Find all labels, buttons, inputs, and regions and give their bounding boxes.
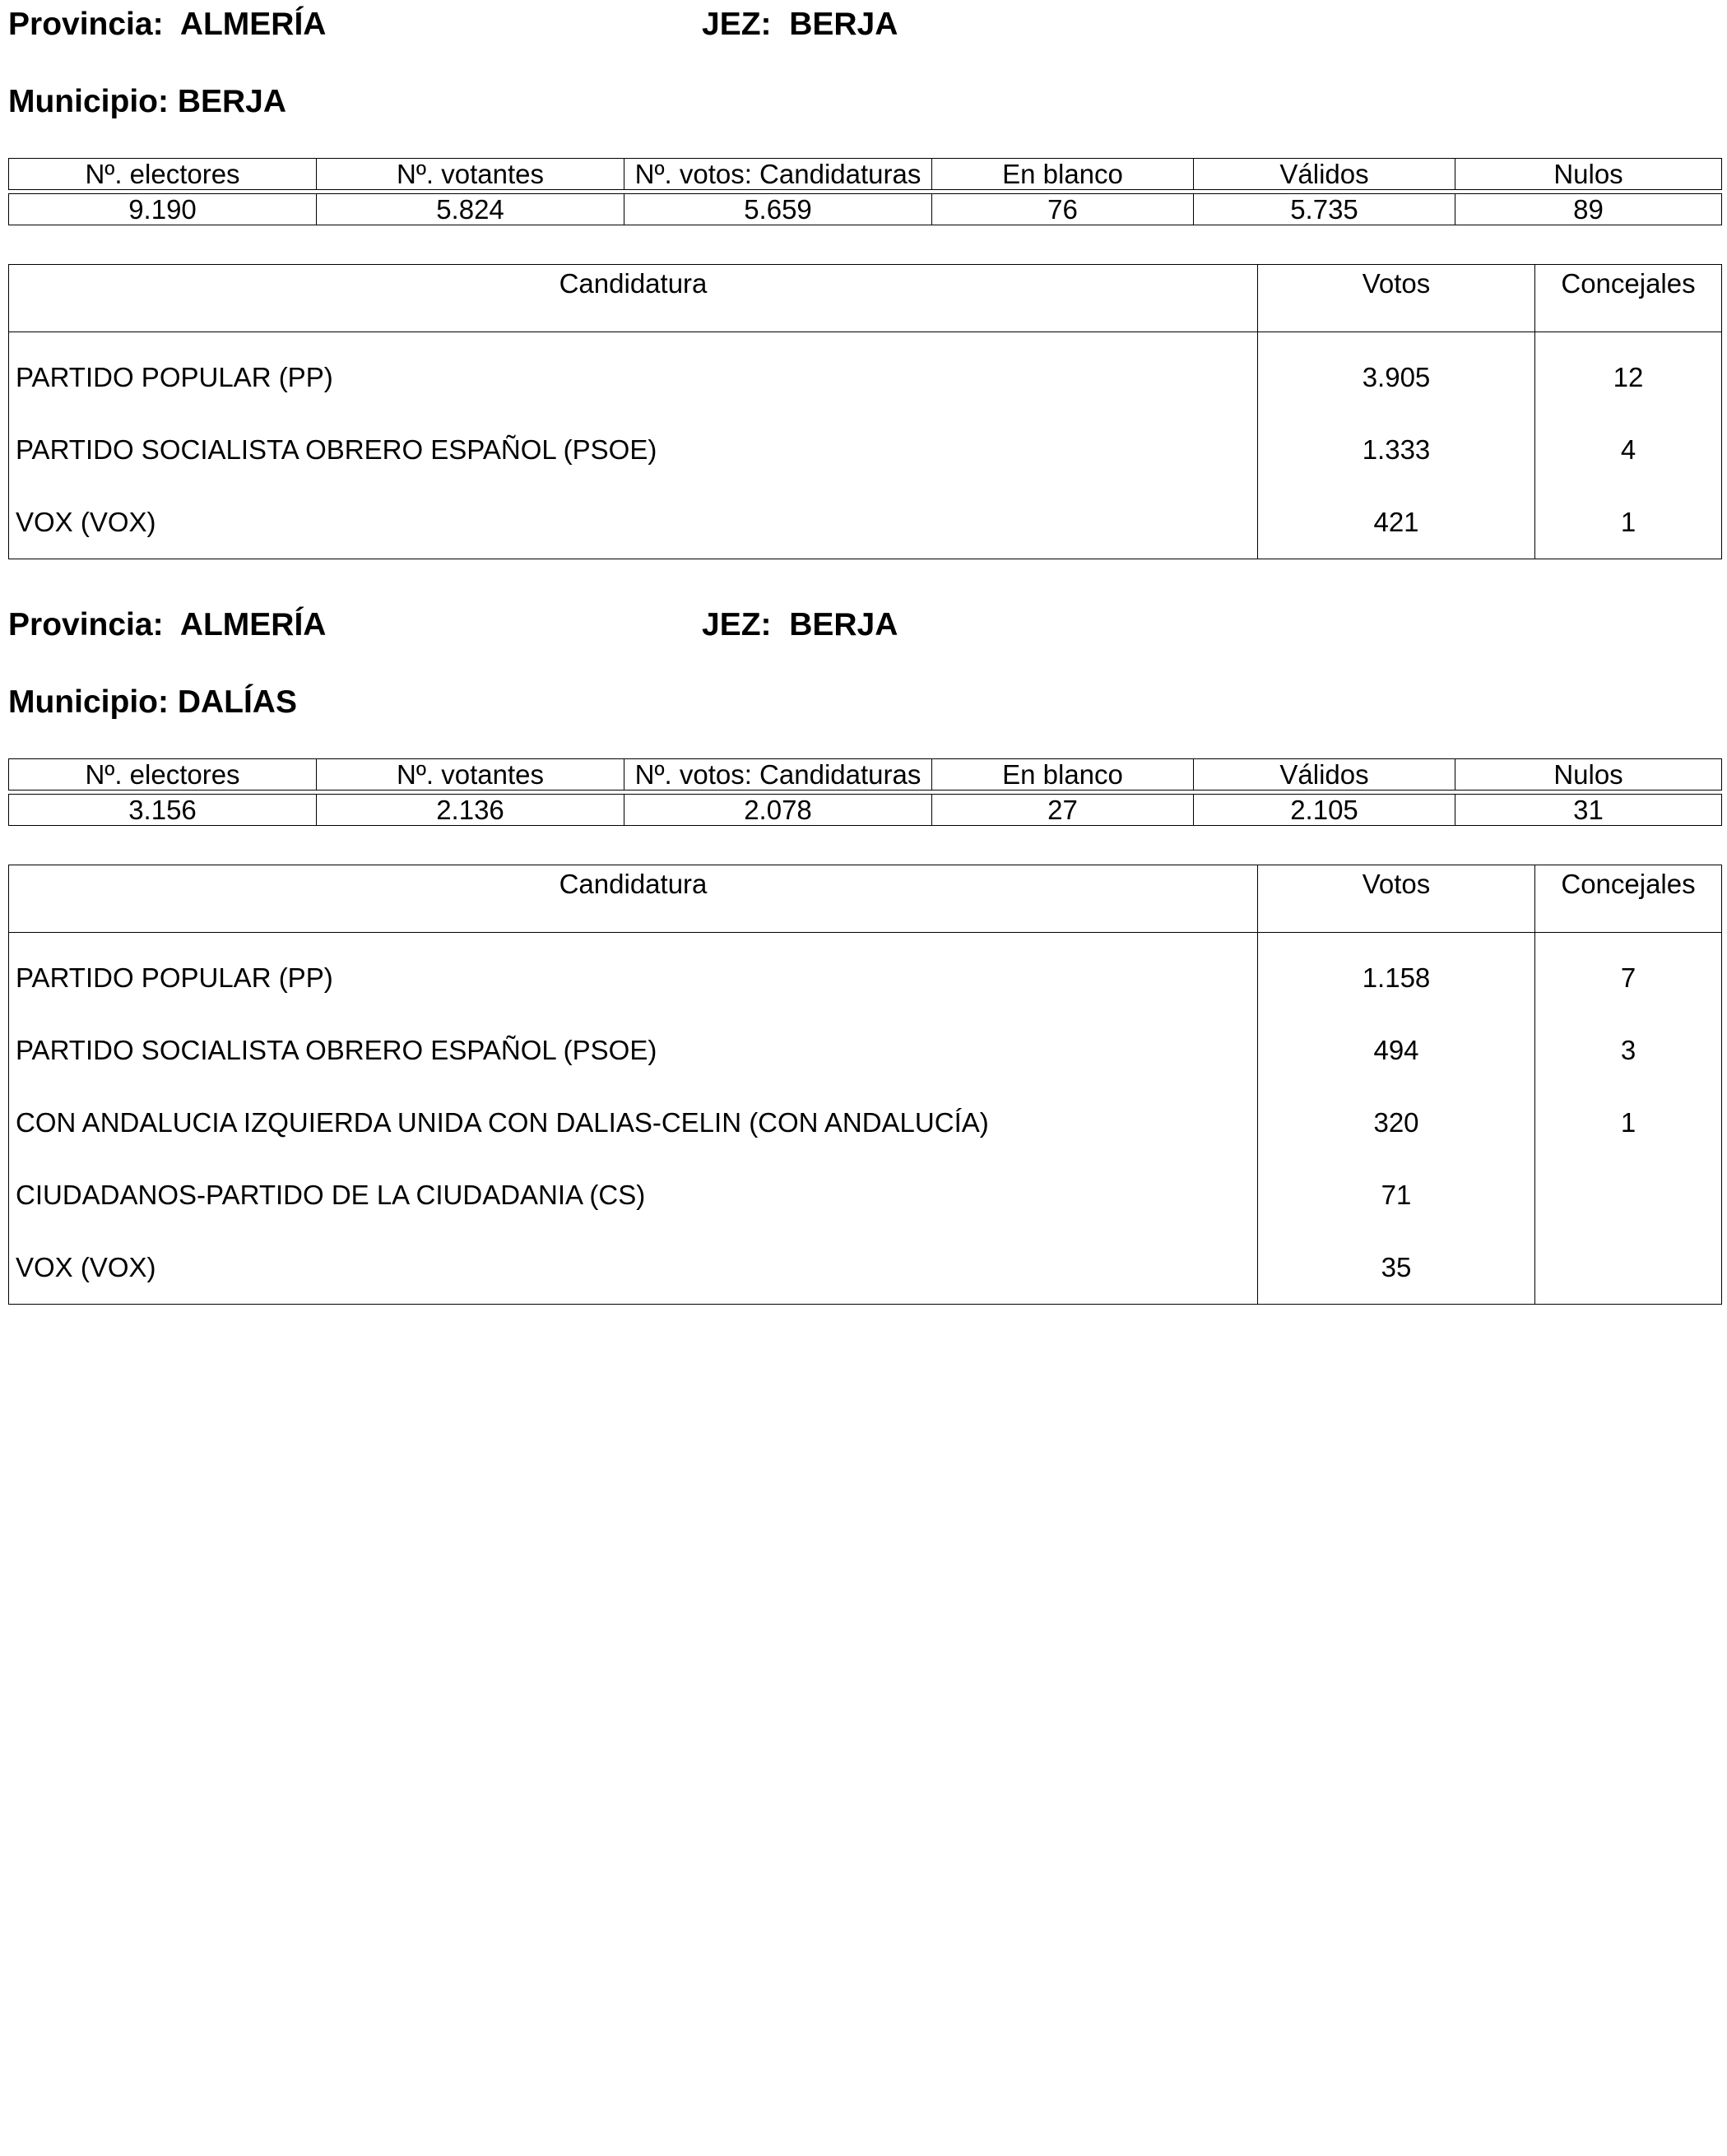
header-votos: Votos [1258,865,1535,933]
summary-value-row [9,194,1722,225]
provincia-heading [8,607,326,643]
municipio-heading [8,653,1721,734]
header-concejales: Concejales [1535,865,1722,933]
summary-header-validos: Válidos [1194,759,1455,791]
document-page [8,0,1721,1305]
summary-value-nulos: 89 [1455,194,1722,225]
summary-value-en-blanco: 27 [932,795,1194,826]
summary-header-en-blanco: En blanco [932,759,1194,791]
candidatura-name: PARTIDO SOCIALISTA OBRERO ESPAÑOL (PSOE) [9,414,1258,486]
summary-header-nulos: Nulos [1455,159,1722,190]
summary-header-electores: Nº. electores [9,159,317,190]
table-row [9,1159,1722,1231]
table-row [9,332,1722,415]
jez-value: BERJA [789,7,898,42]
candidatura-concejales: 12 [1535,332,1722,415]
candidatura-concejales: 7 [1535,933,1722,1015]
header-line [8,600,1721,653]
summary-header-votantes: Nº. votantes [317,159,624,190]
summary-header-votantes: Nº. votantes [317,759,624,791]
candidatura-concejales: 1 [1535,486,1722,559]
summary-value-votantes: 5.824 [317,194,624,225]
candidatura-name: PARTIDO POPULAR (PP) [9,332,1258,415]
candidatura-concejales: 3 [1535,1014,1722,1087]
candidaturas-table [8,264,1722,559]
table-row [9,1087,1722,1159]
candidaturas-header-row [9,265,1722,332]
summary-value-row [9,795,1722,826]
candidatura-name: PARTIDO POPULAR (PP) [9,933,1258,1015]
candidatura-votos: 320 [1258,1087,1535,1159]
municipio-label: Municipio: [8,684,169,720]
summary-header-row [9,159,1722,190]
summary-value-nulos: 31 [1455,795,1722,826]
candidatura-votos: 421 [1258,486,1535,559]
summary-header-nulos: Nulos [1455,759,1722,791]
summary-value-votos-candidaturas: 2.078 [624,795,932,826]
jez-label: JEZ: [702,607,772,642]
section-berja [8,0,1721,559]
table-row [9,486,1722,559]
summary-header-row [9,759,1722,791]
summary-table [8,758,1722,826]
summary-header-electores: Nº. electores [9,759,317,791]
candidatura-concejales [1535,1159,1722,1231]
table-row [9,1014,1722,1087]
candidaturas-table [8,865,1722,1305]
provincia-value: ALMERÍA [179,607,327,642]
summary-value-validos: 5.735 [1194,194,1455,225]
jez-value: BERJA [789,607,898,642]
provincia-label: Provincia: [8,607,164,642]
header-candidatura: Candidatura [9,865,1258,933]
summary-value-validos: 2.105 [1194,795,1455,826]
candidatura-votos: 1.158 [1258,933,1535,1015]
summary-value-en-blanco: 76 [932,194,1194,225]
candidaturas-header-row [9,865,1722,933]
summary-value-votantes: 2.136 [317,795,624,826]
municipio-value: BERJA [177,84,287,119]
provincia-heading [8,7,326,43]
table-row [9,1231,1722,1305]
candidatura-concejales [1535,1231,1722,1305]
candidatura-concejales: 4 [1535,414,1722,486]
summary-value-electores: 9.190 [9,194,317,225]
summary-table [8,158,1722,225]
candidatura-votos: 494 [1258,1014,1535,1087]
candidatura-name: PARTIDO SOCIALISTA OBRERO ESPAÑOL (PSOE) [9,1014,1258,1087]
candidatura-name: VOX (VOX) [9,1231,1258,1305]
summary-header-validos: Válidos [1194,159,1455,190]
header-candidatura: Candidatura [9,265,1258,332]
candidatura-votos: 1.333 [1258,414,1535,486]
municipio-heading [8,53,1721,133]
candidatura-name: CON ANDALUCIA IZQUIERDA UNIDA CON DALIAS-CELIN (CON ANDALUCÍA) [9,1087,1258,1159]
provincia-label: Provincia: [8,7,164,42]
summary-header-votos-candidaturas: Nº. votos: Candidaturas [624,159,932,190]
candidatura-votos: 71 [1258,1159,1535,1231]
jez-heading [702,607,898,643]
summary-value-votos-candidaturas: 5.659 [624,194,932,225]
jez-heading [702,7,898,43]
municipio-value: DALÍAS [177,684,297,720]
jez-label: JEZ: [702,7,772,42]
municipio-label: Municipio: [8,84,169,119]
summary-header-en-blanco: En blanco [932,159,1194,190]
candidatura-name: CIUDADANOS-PARTIDO DE LA CIUDADANIA (CS) [9,1159,1258,1231]
candidatura-votos: 3.905 [1258,332,1535,415]
table-row [9,933,1722,1015]
header-concejales: Concejales [1535,265,1722,332]
summary-value-electores: 3.156 [9,795,317,826]
candidatura-name: VOX (VOX) [9,486,1258,559]
header-votos: Votos [1258,265,1535,332]
section-dalias [8,600,1721,1305]
candidatura-concejales: 1 [1535,1087,1722,1159]
summary-header-votos-candidaturas: Nº. votos: Candidaturas [624,759,932,791]
candidatura-votos: 35 [1258,1231,1535,1305]
provincia-value: ALMERÍA [179,7,327,42]
header-line [8,0,1721,53]
table-row [9,414,1722,486]
